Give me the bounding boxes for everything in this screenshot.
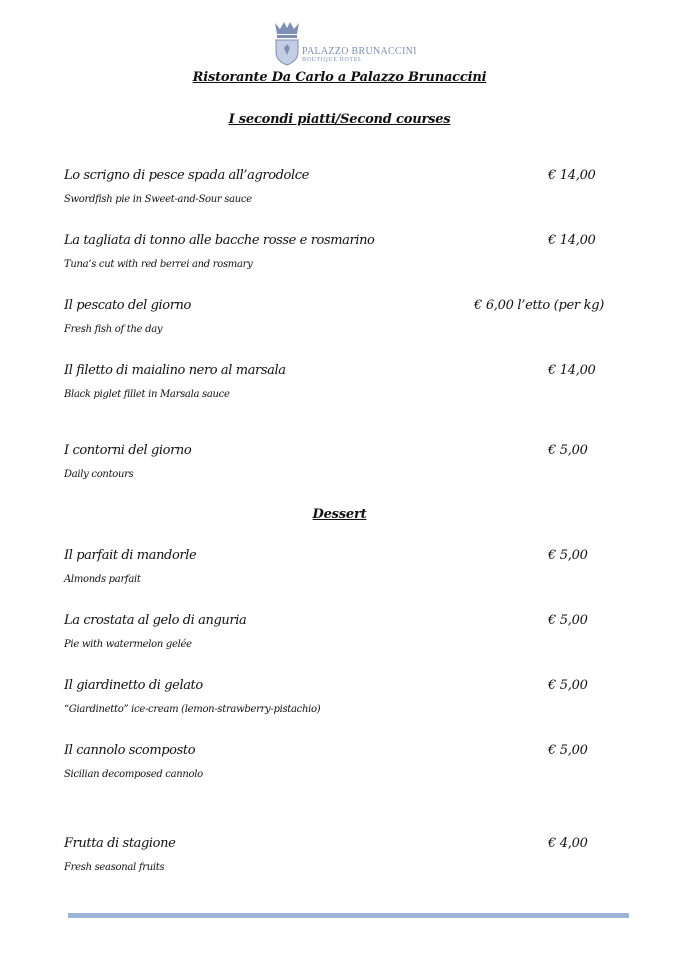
- crown-shield-icon: [272, 20, 302, 66]
- item-price: € 5,00: [548, 443, 588, 458]
- logo-name: PALAZZO BRUNACCINI: [302, 46, 417, 57]
- item-name: Frutta di stagione: [64, 836, 176, 851]
- item-name: Il cannolo scomposto: [64, 743, 196, 758]
- footer-divider: [68, 913, 629, 918]
- item-name: Lo scrigno di pesce spada all’agrodolce: [64, 168, 309, 183]
- menu-item: [64, 743, 604, 791]
- menu-item: [64, 298, 604, 346]
- item-name: I contorni del giorno: [64, 443, 192, 458]
- menu-item: [64, 548, 604, 596]
- item-name: La crostata al gelo di anguria: [64, 613, 247, 628]
- item-name: La tagliata di tonno alle bacche rosse e rosmarino: [64, 233, 375, 248]
- menu-item: [64, 363, 604, 411]
- item-price: € 14,00: [548, 363, 596, 378]
- item-name: Il pescato del giorno: [64, 298, 191, 313]
- item-description: Fresh seasonal fruits: [64, 862, 165, 873]
- item-name: Il parfait di mandorle: [64, 548, 197, 563]
- item-price: € 14,00: [548, 233, 596, 248]
- menu-item: [64, 836, 604, 884]
- section-title-second-courses: I secondi piatti/Second courses: [228, 112, 451, 127]
- item-price: € 5,00: [548, 548, 588, 563]
- item-description: Tuna’s cut with red berrei and rosmary: [64, 259, 253, 270]
- hotel-logo: [272, 20, 422, 68]
- menu-item: [64, 678, 604, 726]
- item-description: Black piglet fillet in Marsala sauce: [64, 389, 230, 400]
- section-title-dessert: Dessert: [312, 507, 367, 522]
- item-price: € 6,00 l’etto (per kg): [474, 298, 604, 313]
- item-price: € 5,00: [548, 613, 588, 628]
- logo-subtitle: BOUTIQUE HOTEL: [302, 57, 363, 63]
- item-description: Fresh fish of the day: [64, 324, 163, 335]
- item-name: Il filetto di maialino nero al marsala: [64, 363, 286, 378]
- item-price: € 14,00: [548, 168, 596, 183]
- item-price: € 4,00: [548, 836, 588, 851]
- item-description: Sicilian decomposed cannolo: [64, 769, 203, 780]
- menu-item: [64, 233, 604, 281]
- menu-item: [64, 613, 604, 661]
- item-description: Almonds parfait: [64, 574, 141, 585]
- item-price: € 5,00: [548, 743, 588, 758]
- item-price: € 5,00: [548, 678, 588, 693]
- item-description: Swordfish pie in Sweet-and-Sour sauce: [64, 194, 252, 205]
- menu-item: [64, 443, 604, 491]
- menu-item: [64, 168, 604, 216]
- item-description: Daily contours: [64, 469, 134, 480]
- item-description: “Giardinetto” ice-cream (lemon-strawberry-pistachio): [64, 704, 321, 715]
- item-name: Il giardinetto di gelato: [64, 678, 203, 693]
- restaurant-title: Ristorante Da Carlo a Palazzo Brunaccini: [192, 70, 487, 85]
- item-description: Pie with watermelon gelée: [64, 639, 192, 650]
